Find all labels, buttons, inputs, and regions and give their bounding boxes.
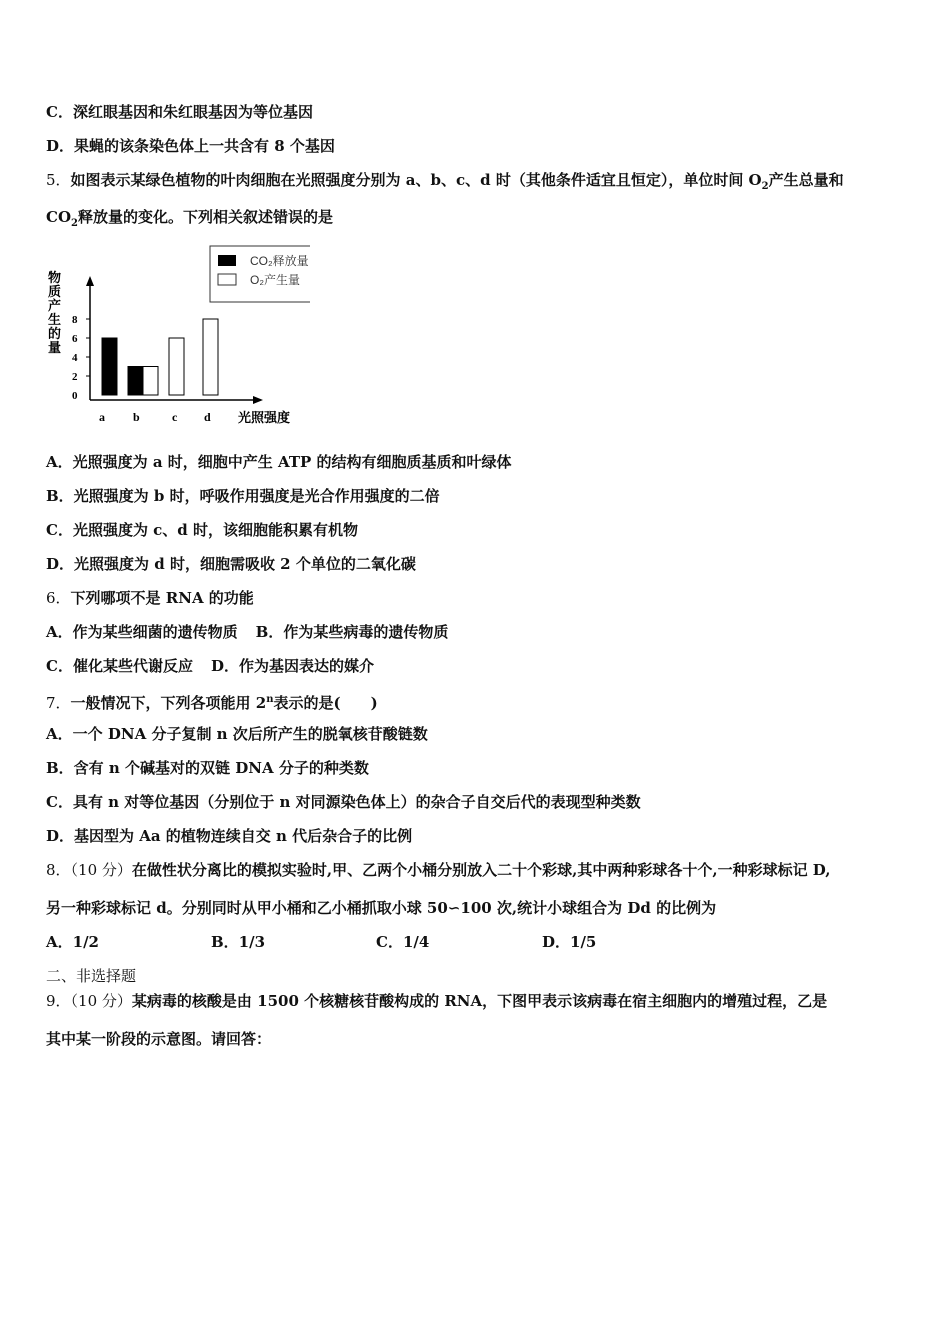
bar-b-series-1 <box>143 367 158 396</box>
y-label-char: 物 <box>48 270 62 285</box>
q6-options-ab <box>46 622 448 642</box>
q7-stem: 7．一般情况下，下列各项能用 2$^n$表示的是( ) <box>46 694 378 712</box>
x-category-d: d <box>204 410 211 424</box>
q5-stem-line2: $CO_2$释放量的变化。下列相关叙述错误的是 <box>46 208 333 229</box>
q6-option-d: D．作为基因表达的媒介 <box>210 657 374 675</box>
bar-b-series-0 <box>128 367 143 396</box>
q5-option-c: C．光照强度为 c、d 时，该细胞能积累有机物 <box>46 521 359 539</box>
bar-c-series-1 <box>169 338 184 395</box>
legend-label-co2: CO₂释放量 <box>250 254 309 268</box>
legend-swatch-o2 <box>218 274 236 285</box>
x-category-b: b <box>133 410 140 424</box>
q8-options <box>46 932 906 952</box>
x-category-a: a <box>99 410 105 424</box>
q7-option-b: B．含有 n 个碱基对的双链 DNA 分子的种类数 <box>46 759 369 777</box>
y-ticks <box>72 314 90 402</box>
q6-options-cd <box>46 656 374 676</box>
section-heading: 二、非选择题 <box>46 967 137 985</box>
y-label-char: 的 <box>48 326 62 341</box>
q7-option-c: C．具有 n 对等位基因（分别位于 n 对同源染色体上）的杂合子自交后代的表现型种类数 <box>46 793 641 811</box>
x-axis-arrow <box>253 396 263 404</box>
x-axis-label: 光照强度 <box>238 410 291 425</box>
q6-stem: 6．下列哪项不是 RNA 的功能 <box>46 589 254 607</box>
q6-option-b: B．作为某些病毒的遗传物质 <box>255 623 449 641</box>
q8-option-d: D．1/5 <box>542 933 597 951</box>
y-label-char: 质 <box>48 284 62 299</box>
q8-option-b: B．1/3 <box>211 933 266 951</box>
bar-a-series-0 <box>102 338 117 395</box>
q6-option-c: C．催化某些代谢反应 <box>46 657 193 675</box>
q8-stem-line2: 另一种彩球标记 d。分别同时从甲小桶和乙小桶抓取小球 50∽100 次,统计小球组合为 Dd 的比例为 <box>46 899 717 917</box>
y-label-char: 产 <box>48 298 62 313</box>
bar-chart <box>40 240 310 430</box>
q4-option-d: D．果蝇的该条染色体上一共含有 8 个基因 <box>46 137 335 155</box>
legend-swatch-co2 <box>218 255 236 266</box>
y-tick-label-2: 2 <box>72 371 78 383</box>
q9-stem-line1: 9．（10 分）某病毒的核酸是由 1500 个核糖核苷酸构成的 RNA，下图甲表示该病毒在宿主细胞内的增殖过程，乙是 <box>46 992 828 1010</box>
q8-option-a: A．1/2 <box>46 933 99 951</box>
q7-option-d: D．基因型为 Aa 的植物连续自交 n 代后杂合子的比例 <box>46 827 413 845</box>
q6-option-a: A．作为某些细菌的遗传物质 <box>46 623 238 641</box>
x-categories <box>99 410 211 424</box>
q8-option-c: C．1/4 <box>376 933 430 951</box>
y-tick-label-6: 6 <box>72 333 78 345</box>
x-category-c: c <box>172 410 178 424</box>
q5-option-a: A．光照强度为 a 时，细胞中产生 ATP 的结构有细胞质基质和叶绿体 <box>46 453 512 471</box>
q7-option-a: A．一个 DNA 分子复制 n 次后所产生的脱氧核苷酸链数 <box>46 725 428 743</box>
bars <box>102 319 218 395</box>
q5-option-d: D．光照强度为 d 时，细胞需吸收 2 个单位的二氧化碳 <box>46 555 416 573</box>
y-tick-label-8: 8 <box>72 314 78 326</box>
q9-stem-line2: 其中某一阶段的示意图。请回答： <box>46 1030 272 1048</box>
y-tick-label-0: 0 <box>72 390 78 402</box>
y-tick-label-4: 4 <box>72 352 78 364</box>
y-label-char: 量 <box>48 340 62 355</box>
q4-option-c: C．深红眼基因和朱红眼基因为等位基因 <box>46 103 313 121</box>
bar-d-series-1 <box>203 319 218 395</box>
y-label-char: 生 <box>48 312 62 327</box>
y-axis-label <box>48 270 61 355</box>
legend-label-o2: O₂产生量 <box>250 273 300 287</box>
q8-stem-line1: 8．（10 分）在做性状分离比的模拟实验时,甲、乙两个小桶分别放入二十个彩球,其中两种彩球各十个,一种彩球标记 D, <box>46 861 831 879</box>
q5-option-b: B．光照强度为 b 时，呼吸作用强度是光合作用强度的二倍 <box>46 487 440 505</box>
y-axis-arrow <box>86 276 94 286</box>
q5-stem-line1: 5．如图表示某绿色植物的叶肉细胞在光照强度分别为 a、b、c、d 时（其他条件适宜且恒定），单位时间 $O_2$产生总量和 <box>46 171 844 192</box>
